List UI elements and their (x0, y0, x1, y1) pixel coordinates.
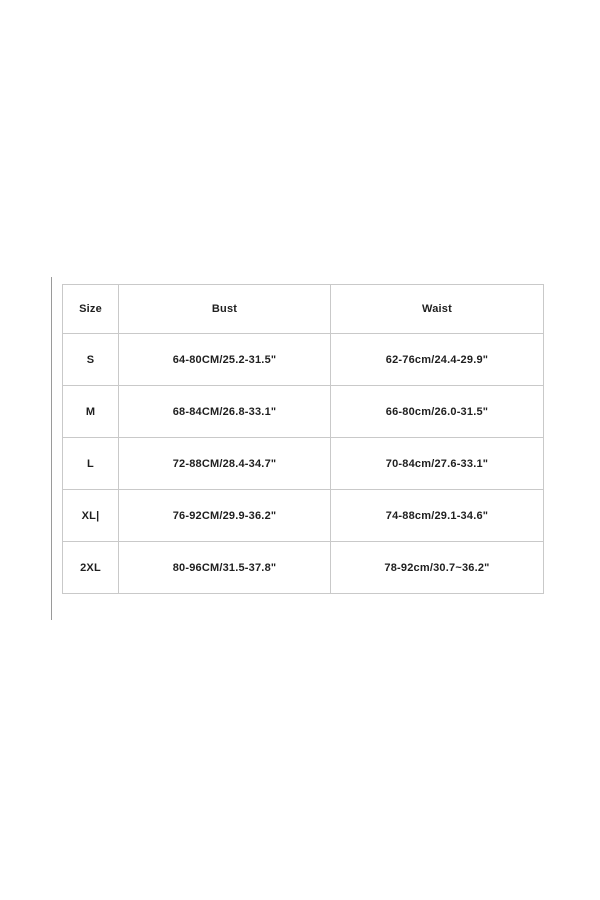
waist-cell: 66-80cm/26.0-31.5" (331, 386, 544, 438)
waist-cell: 70-84cm/27.6-33.1" (331, 438, 544, 490)
table-row (63, 542, 544, 594)
column-header-waist: Waist (331, 285, 544, 334)
bust-cell: 64-80CM/25.2-31.5" (119, 334, 331, 386)
size-chart-table (62, 284, 544, 594)
waist-cell: 78-92cm/30.7~36.2" (331, 542, 544, 594)
table-row (63, 334, 544, 386)
bust-cell: 80-96CM/31.5-37.8" (119, 542, 331, 594)
waist-cell: 74-88cm/29.1-34.6" (331, 490, 544, 542)
bust-cell: 68-84CM/26.8-33.1" (119, 386, 331, 438)
column-header-bust: Bust (119, 285, 331, 334)
size-cell: 2XL (63, 542, 119, 594)
size-chart-header-row (63, 285, 544, 334)
size-cell: L (63, 438, 119, 490)
waist-cell: 62-76cm/24.4-29.9" (331, 334, 544, 386)
table-row (63, 438, 544, 490)
bust-cell: 72-88CM/28.4-34.7" (119, 438, 331, 490)
size-cell: S (63, 334, 119, 386)
column-header-size: Size (63, 285, 119, 334)
bust-cell: 76-92CM/29.9-36.2" (119, 490, 331, 542)
size-cell: XL| (63, 490, 119, 542)
left-margin-rule (51, 277, 52, 620)
table-row (63, 386, 544, 438)
table-row (63, 490, 544, 542)
size-cell: M (63, 386, 119, 438)
